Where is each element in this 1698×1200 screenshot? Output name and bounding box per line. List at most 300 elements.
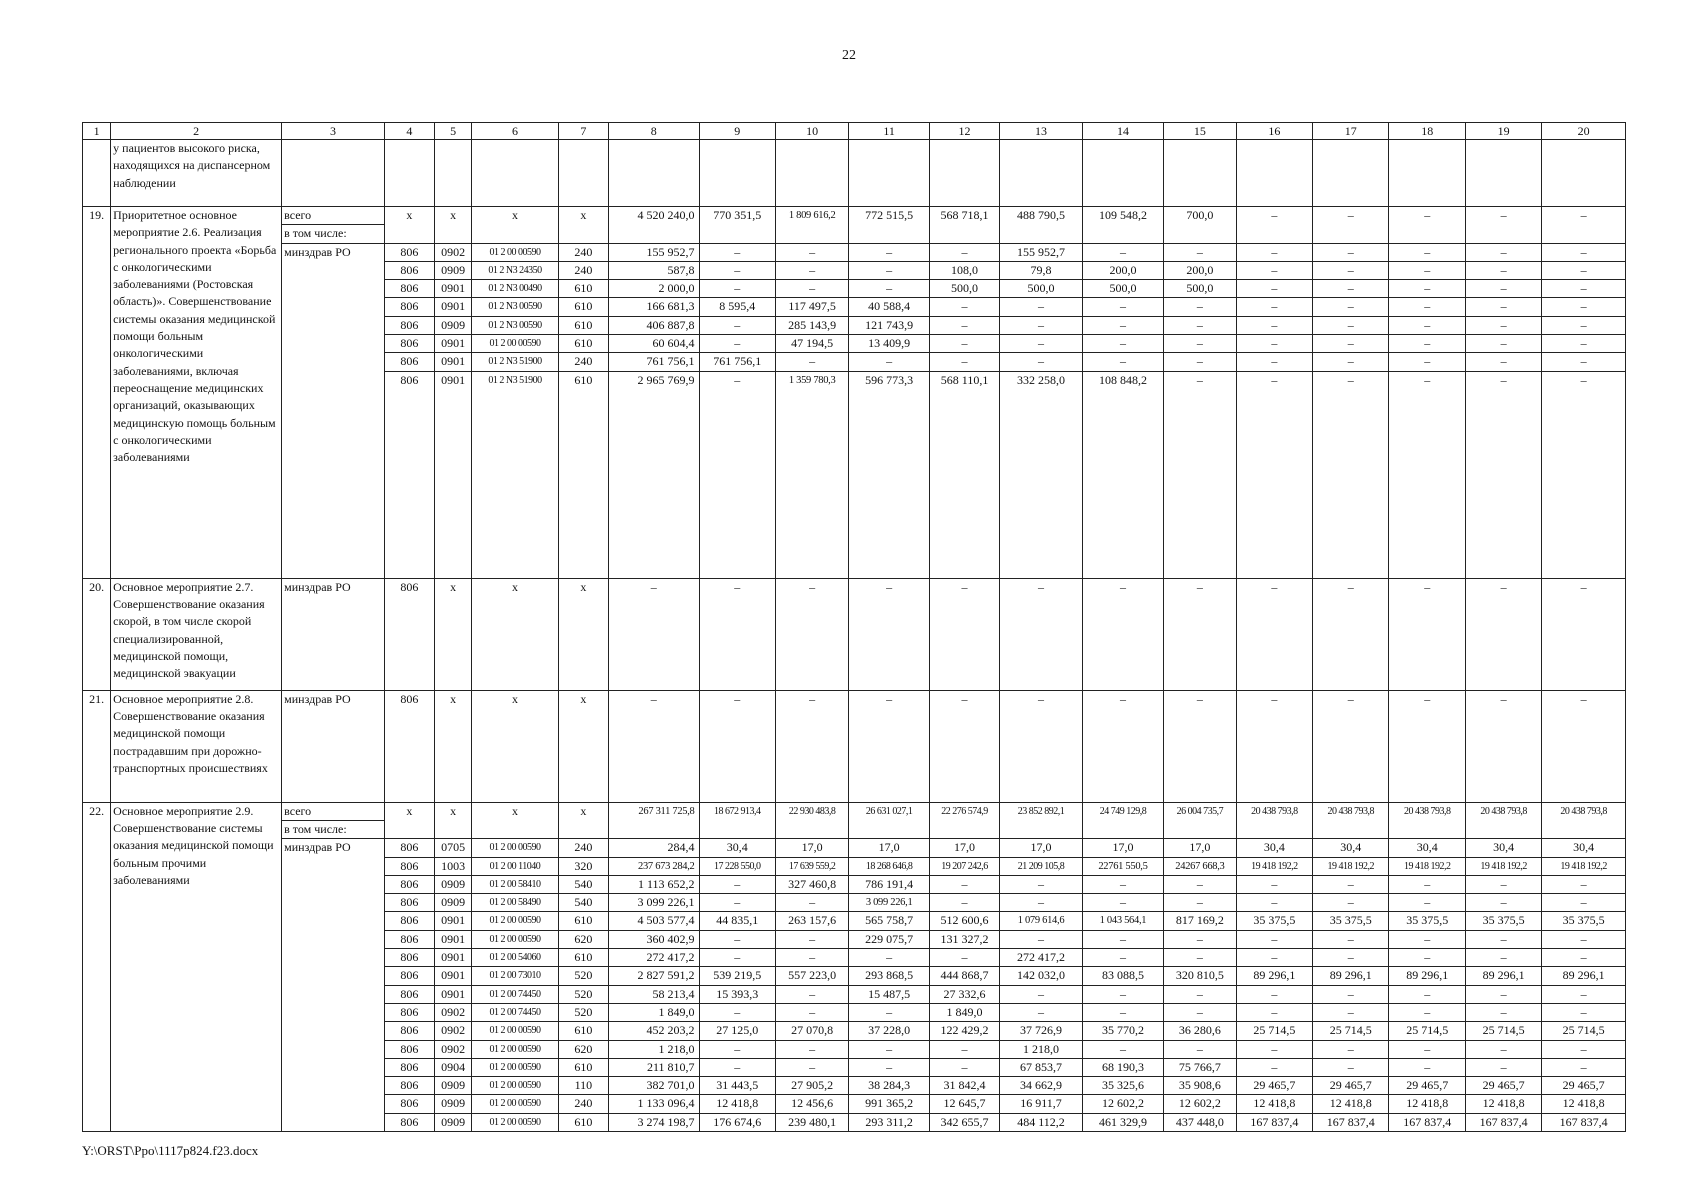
year-value-cell: 89 296,1 [1313,967,1389,985]
year-value-cell: 500,0 [1164,280,1236,298]
total-value-cell: 20 438 793,8 [1313,802,1389,839]
year-value-cell: 29 465,7 [1236,1077,1312,1095]
empty-cell [472,140,559,207]
year-value-cell: – [1313,371,1389,578]
year-value-cell: – [1542,930,1626,948]
year-value-cell: 16 911,7 [1000,1095,1082,1113]
year-value-cell: – [929,894,999,912]
code-cell: х [472,578,559,690]
year-value-cell: – [775,261,848,279]
year-value-cell: – [1164,894,1236,912]
code-cell: 610 [558,316,608,334]
page-number: 22 [842,48,856,63]
year-value-cell: 122 429,2 [929,1022,999,1040]
code-cell: 806 [384,690,434,802]
year-value-cell: 37 228,0 [849,1022,929,1040]
year-value-cell: – [1465,243,1541,261]
year-value-cell: – [849,949,929,967]
year-value-cell: 596 773,3 [849,371,929,578]
year-value-cell: – [849,578,929,690]
year-value-cell: – [1542,578,1626,690]
year-value-cell: – [699,261,775,279]
year-value-cell: 29 465,7 [1542,1077,1626,1095]
year-value-cell: – [699,690,775,802]
year-value-cell: 142 032,0 [1000,967,1082,985]
year-value-cell: – [1389,1040,1465,1058]
year-value-cell: 200,0 [1164,261,1236,279]
year-value-cell: 568 110,1 [929,371,999,578]
executor-cell: в том числе: [282,820,385,838]
year-value-cell: 19 207 242,6 [929,857,999,875]
year-value-cell: 19 418 192,2 [1313,857,1389,875]
year-value-cell: 21 209 105,8 [1000,857,1082,875]
code-cell: 0904 [435,1058,472,1076]
year-value-cell: – [1236,353,1312,371]
empty-cell [282,140,385,207]
table-row [83,243,1626,261]
year-value-cell: 12 418,8 [1236,1095,1312,1113]
total-value-cell: 770 351,5 [699,207,775,244]
empty-cell [1465,140,1541,207]
year-value-cell: 29 465,7 [1313,1077,1389,1095]
total-value-cell: 700,0 [1164,207,1236,244]
year-value-cell: 25 714,5 [1236,1022,1312,1040]
year-value-cell: – [1389,371,1465,578]
year-value-cell: – [929,690,999,802]
code-cell: 806 [384,243,434,261]
total-value-cell: 3 099 226,1 [609,894,700,912]
year-value-cell: – [1465,353,1541,371]
year-value-cell: – [699,578,775,690]
year-value-cell: – [1389,316,1465,334]
year-value-cell: – [1236,298,1312,316]
year-value-cell: – [1389,894,1465,912]
year-value-cell: – [609,690,700,802]
year-value-cell: 444 868,7 [929,967,999,985]
year-value-cell: 30,4 [1236,839,1312,857]
year-value-cell: 332 258,0 [1000,371,1082,578]
year-value-cell: – [1542,949,1626,967]
total-value-cell: 772 515,5 [849,207,929,244]
year-value-cell: 12 602,2 [1082,1095,1163,1113]
year-value-cell: 12 418,8 [1389,1095,1465,1113]
code-cell: 806 [384,857,434,875]
year-value-cell: – [1000,298,1082,316]
year-value-cell: 13 409,9 [849,335,929,353]
budget-table [82,122,1626,1132]
code-cell: 0902 [435,1040,472,1058]
year-value-cell: – [1389,335,1465,353]
year-value-cell: 1 849,0 [929,1003,999,1021]
year-value-cell: 991 365,2 [849,1095,929,1113]
code-cell: 240 [558,353,608,371]
year-value-cell: 35 375,5 [1389,912,1465,930]
code-cell: 01 2 N3 51900 [472,353,559,371]
year-value-cell: – [1082,578,1163,690]
year-value-cell: 131 327,2 [929,930,999,948]
year-value-cell: 500,0 [929,280,999,298]
code-cell: 240 [558,261,608,279]
year-value-cell: – [1542,985,1626,1003]
year-value-cell: 47 194,5 [775,335,848,353]
year-value-cell: – [1236,316,1312,334]
code-cell: 610 [558,335,608,353]
year-value-cell: 17,0 [849,839,929,857]
year-value-cell: 108 848,2 [1082,371,1163,578]
code-cell: 806 [384,949,434,967]
year-value-cell: – [1313,353,1389,371]
year-value-cell: – [1389,1058,1465,1076]
total-value-cell: – [1313,207,1389,244]
code-cell: 610 [558,371,608,578]
year-value-cell: 12 602,2 [1164,1095,1236,1113]
code-cell: 0705 [435,839,472,857]
year-value-cell: 320 810,5 [1164,967,1236,985]
year-value-cell: – [1313,949,1389,967]
total-value-cell: 1 133 096,4 [609,1095,700,1113]
year-value-cell: 15 487,5 [849,985,929,1003]
year-value-cell: – [1082,949,1163,967]
code-cell: 806 [384,985,434,1003]
year-value-cell: – [699,1058,775,1076]
total-value-cell: 24 749 129,8 [1082,802,1163,839]
year-value-cell: – [1389,261,1465,279]
code-cell: 806 [384,316,434,334]
year-value-cell: – [1082,894,1163,912]
year-value-cell: 25 714,5 [1389,1022,1465,1040]
year-value-cell: 12 418,8 [1465,1095,1541,1113]
code-cell: 01 2 00 00590 [472,930,559,948]
code-cell: 806 [384,1058,434,1076]
year-value-cell: – [699,930,775,948]
total-value-cell: 166 681,3 [609,298,700,316]
year-value-cell: 167 837,4 [1313,1113,1389,1131]
year-value-cell: – [775,353,848,371]
year-value-cell: 35 375,5 [1542,912,1626,930]
year-value-cell: 35 375,5 [1236,912,1312,930]
year-value-cell: 18 268 646,8 [849,857,929,875]
total-value-cell: – [1389,207,1465,244]
year-value-cell: – [775,985,848,1003]
col-header: 14 [1082,123,1163,140]
code-cell: 806 [384,1113,434,1131]
code-cell: 01 2 00 00590 [472,335,559,353]
year-value-cell: 117 497,5 [775,298,848,316]
code-cell: 806 [384,875,434,893]
code-cell: 0901 [435,949,472,967]
year-value-cell: 19 418 192,2 [1389,857,1465,875]
code-cell: 0909 [435,261,472,279]
col-header: 11 [849,123,929,140]
code-cell: 806 [384,912,434,930]
col-header: 19 [1465,123,1541,140]
year-value-cell: – [1236,371,1312,578]
total-value-cell: 4 520 240,0 [609,207,700,244]
year-value-cell: – [1236,1003,1312,1021]
year-value-cell: 17 228 550,0 [699,857,775,875]
total-value-cell: 18 672 913,4 [699,802,775,839]
table-row [83,839,1626,857]
year-value-cell: – [1542,280,1626,298]
code-cell: 0901 [435,985,472,1003]
col-header: 13 [1000,123,1082,140]
year-value-cell: – [1082,1040,1163,1058]
code-cell: х [558,802,608,839]
year-value-cell: 17,0 [929,839,999,857]
code-cell: 806 [384,839,434,857]
code-cell: х [435,802,472,839]
year-value-cell: 484 112,2 [1000,1113,1082,1131]
year-value-cell: – [1465,894,1541,912]
code-cell: 01 2 00 00590 [472,243,559,261]
year-value-cell: 12 645,7 [929,1095,999,1113]
year-value-cell: 1 218,0 [1000,1040,1082,1058]
year-value-cell: 327 460,8 [775,875,848,893]
total-value-cell: 1 849,0 [609,1003,700,1021]
code-cell: 01 2 00 74450 [472,1003,559,1021]
year-value-cell: – [1465,298,1541,316]
code-cell: 806 [384,1022,434,1040]
empty-cell [1313,140,1389,207]
total-value-cell: 22 276 574,9 [929,802,999,839]
code-cell: 01 2 00 73010 [472,967,559,985]
year-value-cell: 27 332,6 [929,985,999,1003]
year-value-cell: 8 595,4 [699,298,775,316]
year-value-cell: – [1389,930,1465,948]
year-value-cell: – [1236,261,1312,279]
code-cell: 0901 [435,371,472,578]
code-cell: 01 2 00 74450 [472,985,559,1003]
code-cell: 0902 [435,1022,472,1040]
year-value-cell: – [775,949,848,967]
year-value-cell: 40 588,4 [849,298,929,316]
year-value-cell: – [1236,280,1312,298]
total-value-cell: 568 718,1 [929,207,999,244]
year-value-cell: 1 359 780,3 [775,371,848,578]
total-value-cell: 20 438 793,8 [1542,802,1626,839]
year-value-cell: 263 157,6 [775,912,848,930]
code-cell: 01 2 00 00590 [472,1022,559,1040]
total-value-cell: – [1542,207,1626,244]
year-value-cell: – [1313,298,1389,316]
year-value-cell: 35 908,6 [1164,1077,1236,1095]
col-header: 9 [699,123,775,140]
year-value-cell: – [1313,1058,1389,1076]
code-cell: 240 [558,1095,608,1113]
year-value-cell: 27 125,0 [699,1022,775,1040]
year-value-cell: 67 853,7 [1000,1058,1082,1076]
year-value-cell: – [1313,690,1389,802]
year-value-cell: 342 655,7 [929,1113,999,1131]
year-value-cell: – [1000,353,1082,371]
year-value-cell: – [1236,985,1312,1003]
total-value-cell: 3 274 198,7 [609,1113,700,1131]
empty-cell [1164,140,1236,207]
year-value-cell: 108,0 [929,261,999,279]
year-value-cell: – [1542,690,1626,802]
year-value-cell: – [1389,875,1465,893]
year-value-cell: – [1313,1040,1389,1058]
year-value-cell: – [1542,316,1626,334]
year-value-cell: 27 070,8 [775,1022,848,1040]
total-value-cell: 284,4 [609,839,700,857]
code-cell: 520 [558,985,608,1003]
total-value-cell: 1 218,0 [609,1040,700,1058]
year-value-cell: 35 770,2 [1082,1022,1163,1040]
year-value-cell: – [929,875,999,893]
code-cell: 540 [558,875,608,893]
year-value-cell: – [1000,578,1082,690]
year-value-cell: 44 835,1 [699,912,775,930]
year-value-cell: 539 219,5 [699,967,775,985]
year-value-cell: – [1236,894,1312,912]
code-cell: х [472,802,559,839]
code-cell: 1003 [435,857,472,875]
total-value-cell: 60 604,4 [609,335,700,353]
year-value-cell: – [1164,578,1236,690]
year-value-cell: 89 296,1 [1542,967,1626,985]
year-value-cell: – [1313,335,1389,353]
empty-cell [1389,140,1465,207]
year-value-cell: – [1313,985,1389,1003]
code-cell: 01 2 00 00590 [472,1077,559,1095]
col-header: 4 [384,123,434,140]
year-value-cell: – [699,894,775,912]
year-value-cell: – [1236,1040,1312,1058]
year-value-cell: – [775,1058,848,1076]
year-value-cell: 19 418 192,2 [1236,857,1312,875]
year-value-cell: – [1389,578,1465,690]
empty-cell [558,140,608,207]
year-value-cell: – [1000,985,1082,1003]
description-cell: Основное мероприятие 2.9. Совершенствование системы оказания медицинской помощи больным прочими заболеваниями [111,802,282,1131]
year-value-cell: – [929,316,999,334]
year-value-cell: – [1164,930,1236,948]
total-value-cell: 2 000,0 [609,280,700,298]
year-value-cell: – [609,578,700,690]
year-value-cell: 24267 668,3 [1164,857,1236,875]
total-value-cell: 761 756,1 [609,353,700,371]
code-cell: 01 2 00 54060 [472,949,559,967]
year-value-cell: – [699,280,775,298]
total-value-cell: 20 438 793,8 [1389,802,1465,839]
year-value-cell: 176 674,6 [699,1113,775,1131]
year-value-cell: 12 418,8 [1313,1095,1389,1113]
year-value-cell: – [1542,335,1626,353]
col-header: 7 [558,123,608,140]
total-value-cell: 23 852 892,1 [1000,802,1082,839]
year-value-cell: – [1542,298,1626,316]
year-value-cell: – [1465,261,1541,279]
year-value-cell: – [1313,930,1389,948]
code-cell: 0901 [435,912,472,930]
year-value-cell: – [1164,1040,1236,1058]
year-value-cell: – [1542,1003,1626,1021]
code-cell: 540 [558,894,608,912]
code-cell: 610 [558,1022,608,1040]
year-value-cell: 25 714,5 [1542,1022,1626,1040]
year-value-cell: – [1465,335,1541,353]
col-header: 15 [1164,123,1236,140]
year-value-cell: 35 325,6 [1082,1077,1163,1095]
code-cell: х [472,690,559,802]
year-value-cell: – [1542,353,1626,371]
year-value-cell: – [849,690,929,802]
year-value-cell: – [1164,316,1236,334]
year-value-cell: – [1465,690,1541,802]
year-value-cell: – [1542,894,1626,912]
year-value-cell: 461 329,9 [1082,1113,1163,1131]
year-value-cell: 167 837,4 [1236,1113,1312,1131]
code-cell: 806 [384,578,434,690]
year-value-cell: – [699,316,775,334]
empty-cell [1236,140,1312,207]
year-value-cell: – [1313,894,1389,912]
code-cell: 01 2 00 00590 [472,912,559,930]
year-value-cell: 35 375,5 [1465,912,1541,930]
executor-cell: всего [282,207,385,225]
year-value-cell: – [1389,690,1465,802]
code-cell: 01 2 00 00590 [472,1040,559,1058]
total-value-cell: 587,8 [609,261,700,279]
code-cell: 806 [384,1040,434,1058]
total-value-cell: 155 952,7 [609,243,700,261]
year-value-cell: – [1082,335,1163,353]
total-value-cell: 20 438 793,8 [1236,802,1312,839]
year-value-cell: 272 417,2 [1000,949,1082,967]
year-value-cell: – [1082,316,1163,334]
year-value-cell: 17,0 [1164,839,1236,857]
total-value-cell: 26 631 027,1 [849,802,929,839]
year-value-cell: 31 443,5 [699,1077,775,1095]
year-value-cell: – [1465,371,1541,578]
code-cell: 806 [384,261,434,279]
year-value-cell: 38 284,3 [849,1077,929,1095]
year-value-cell: – [1164,298,1236,316]
code-cell: х [435,690,472,802]
empty-cell [849,140,929,207]
year-value-cell: – [775,1040,848,1058]
year-value-cell: 1 079 614,6 [1000,912,1082,930]
year-value-cell: – [1164,335,1236,353]
code-cell: 0902 [435,1003,472,1021]
year-value-cell: 31 842,4 [929,1077,999,1095]
year-value-cell: 167 837,4 [1542,1113,1626,1131]
year-value-cell: – [1389,353,1465,371]
col-header: 6 [472,123,559,140]
year-value-cell: – [929,353,999,371]
executor-cell: минздрав РО [282,839,385,1132]
empty-cell [775,140,848,207]
year-value-cell: – [1542,243,1626,261]
year-value-cell: 79,8 [1000,261,1082,279]
year-value-cell: – [1082,690,1163,802]
year-value-cell: 30,4 [1313,839,1389,857]
code-cell: 01 2 00 00590 [472,839,559,857]
code-cell: х [384,802,434,839]
year-value-cell: 89 296,1 [1236,967,1312,985]
code-cell: 01 2 00 00590 [472,1113,559,1131]
description-cell: Приоритетное основное мероприятие 2.6. Реализация регионального проекта «Борьба с онкологическими заболеваниями (Ростовская область)». Совершенствование системы оказания медицинской помощи больным онкологическими заболеваниями, включая переоснащение медицинских организаций, оказывающих медицинскую помощь больным с онкологическими заболеваниями [111,207,282,579]
total-value-cell: 22 930 483,8 [775,802,848,839]
year-value-cell: – [1236,1058,1312,1076]
year-value-cell: 565 758,7 [849,912,929,930]
total-value-cell: 452 203,2 [609,1022,700,1040]
code-cell: 806 [384,1077,434,1095]
total-value-cell: 20 438 793,8 [1465,802,1541,839]
year-value-cell: – [929,578,999,690]
col-header: 18 [1389,123,1465,140]
